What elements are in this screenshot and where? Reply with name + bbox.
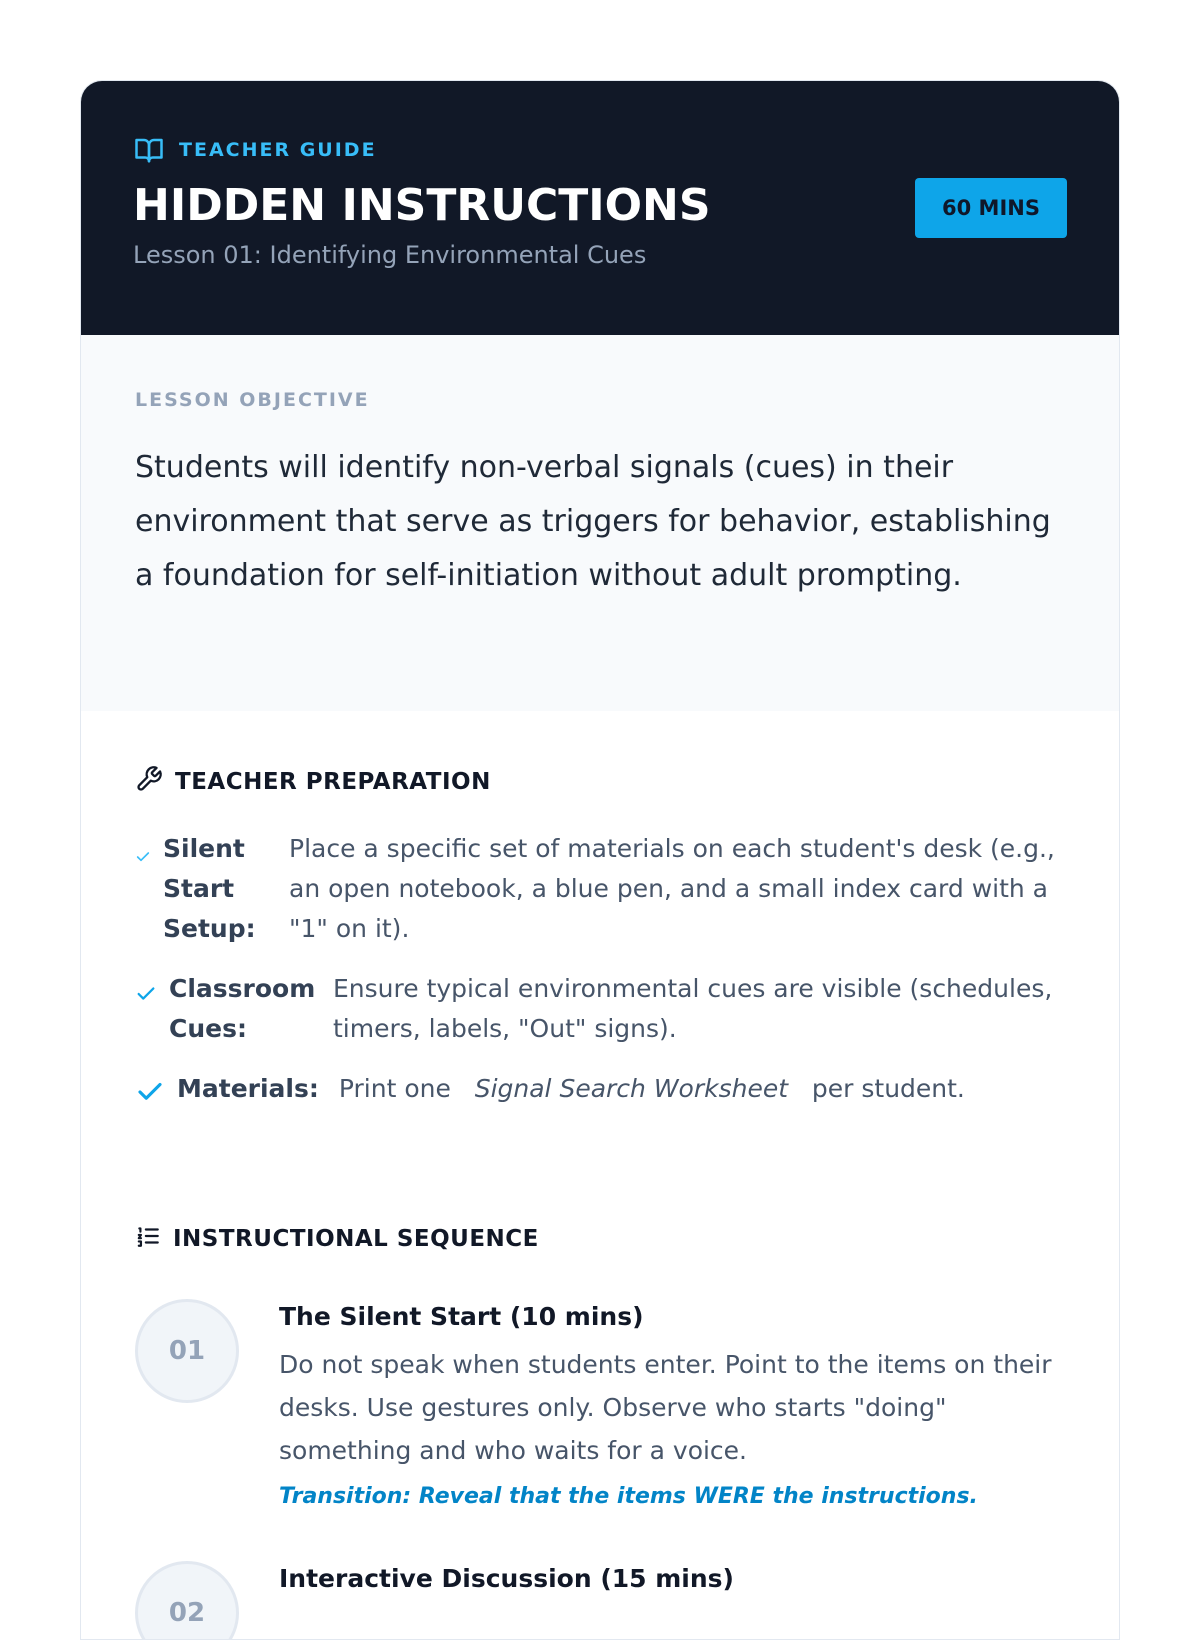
list-ordered-icon (135, 1223, 161, 1255)
objective-section (81, 335, 1119, 711)
sequence-heading (135, 1223, 1065, 1255)
check-icon (135, 837, 151, 877)
prep-desc: Place a specific set of materials on each student's desk (e.g., an open notebook, a blue pen, and a small index card with a "1" on it). (289, 834, 1055, 943)
page-title: HIDDEN INSTRUCTIONS (133, 180, 711, 231)
sequence-section (81, 1139, 1119, 1640)
wrench-icon (135, 765, 163, 799)
duration-badge: 60 MINS (915, 178, 1067, 238)
step-title: Interactive Discussion (15 mins) (279, 1564, 734, 1593)
eyebrow (133, 135, 1067, 165)
prep-item-silent-start (135, 829, 1065, 949)
sequence-heading-label: INSTRUCTIONAL SEQUENCE (173, 1226, 539, 1252)
prep-term: Silent Start Setup: (163, 834, 256, 943)
objective-label: LESSON OBJECTIVE (135, 389, 370, 411)
objective-text: Students will identify non-verbal signals (cues) in their environment that serve as triggers for behavior, establishing a foundation for self-initiation without adult prompting. (135, 450, 1051, 593)
step-number: 02 (135, 1561, 239, 1640)
sequence-step (135, 1299, 1065, 1509)
prep-desc-text: per student. (811, 1074, 965, 1103)
preparation-list (135, 829, 1065, 1119)
step-title: The Silent Start (10 mins) (279, 1302, 644, 1331)
step-transition: Transition: Reveal that the items WERE the instructions. (279, 1484, 978, 1509)
prep-desc: Ensure typical environmental cues are visible (schedules, timers, labels, "Out" signs). (333, 974, 1053, 1043)
preparation-section (81, 711, 1119, 1119)
worksheet-title: Signal Search Worksheet (474, 1074, 789, 1103)
prep-desc-text: Print one (338, 1074, 451, 1103)
book-open-icon (133, 135, 165, 165)
prep-item-materials (135, 1069, 1065, 1119)
step-number: 01 (135, 1299, 239, 1403)
lesson-header (81, 81, 1119, 335)
check-icon (135, 1077, 165, 1119)
preparation-heading-label: TEACHER PREPARATION (175, 769, 491, 795)
prep-term: Classroom Cues: (169, 974, 316, 1043)
lesson-card (80, 80, 1120, 1640)
prep-item-classroom-cues (135, 969, 1065, 1049)
eyebrow-label: TEACHER GUIDE (179, 139, 377, 161)
sequence-step (135, 1561, 1065, 1640)
step-description: Do not speak when students enter. Point to the items on their desks. Use gestures only. Observe who starts "doing" something and who waits for a voice. (279, 1350, 1052, 1465)
step-body (279, 1561, 1065, 1640)
prep-desc (339, 1069, 1065, 1109)
check-icon (135, 977, 157, 1017)
page-subtitle: Lesson 01: Identifying Environmental Cues (133, 241, 647, 270)
preparation-heading (135, 765, 1065, 799)
step-body (279, 1299, 1065, 1509)
prep-term: Materials: (177, 1074, 319, 1103)
